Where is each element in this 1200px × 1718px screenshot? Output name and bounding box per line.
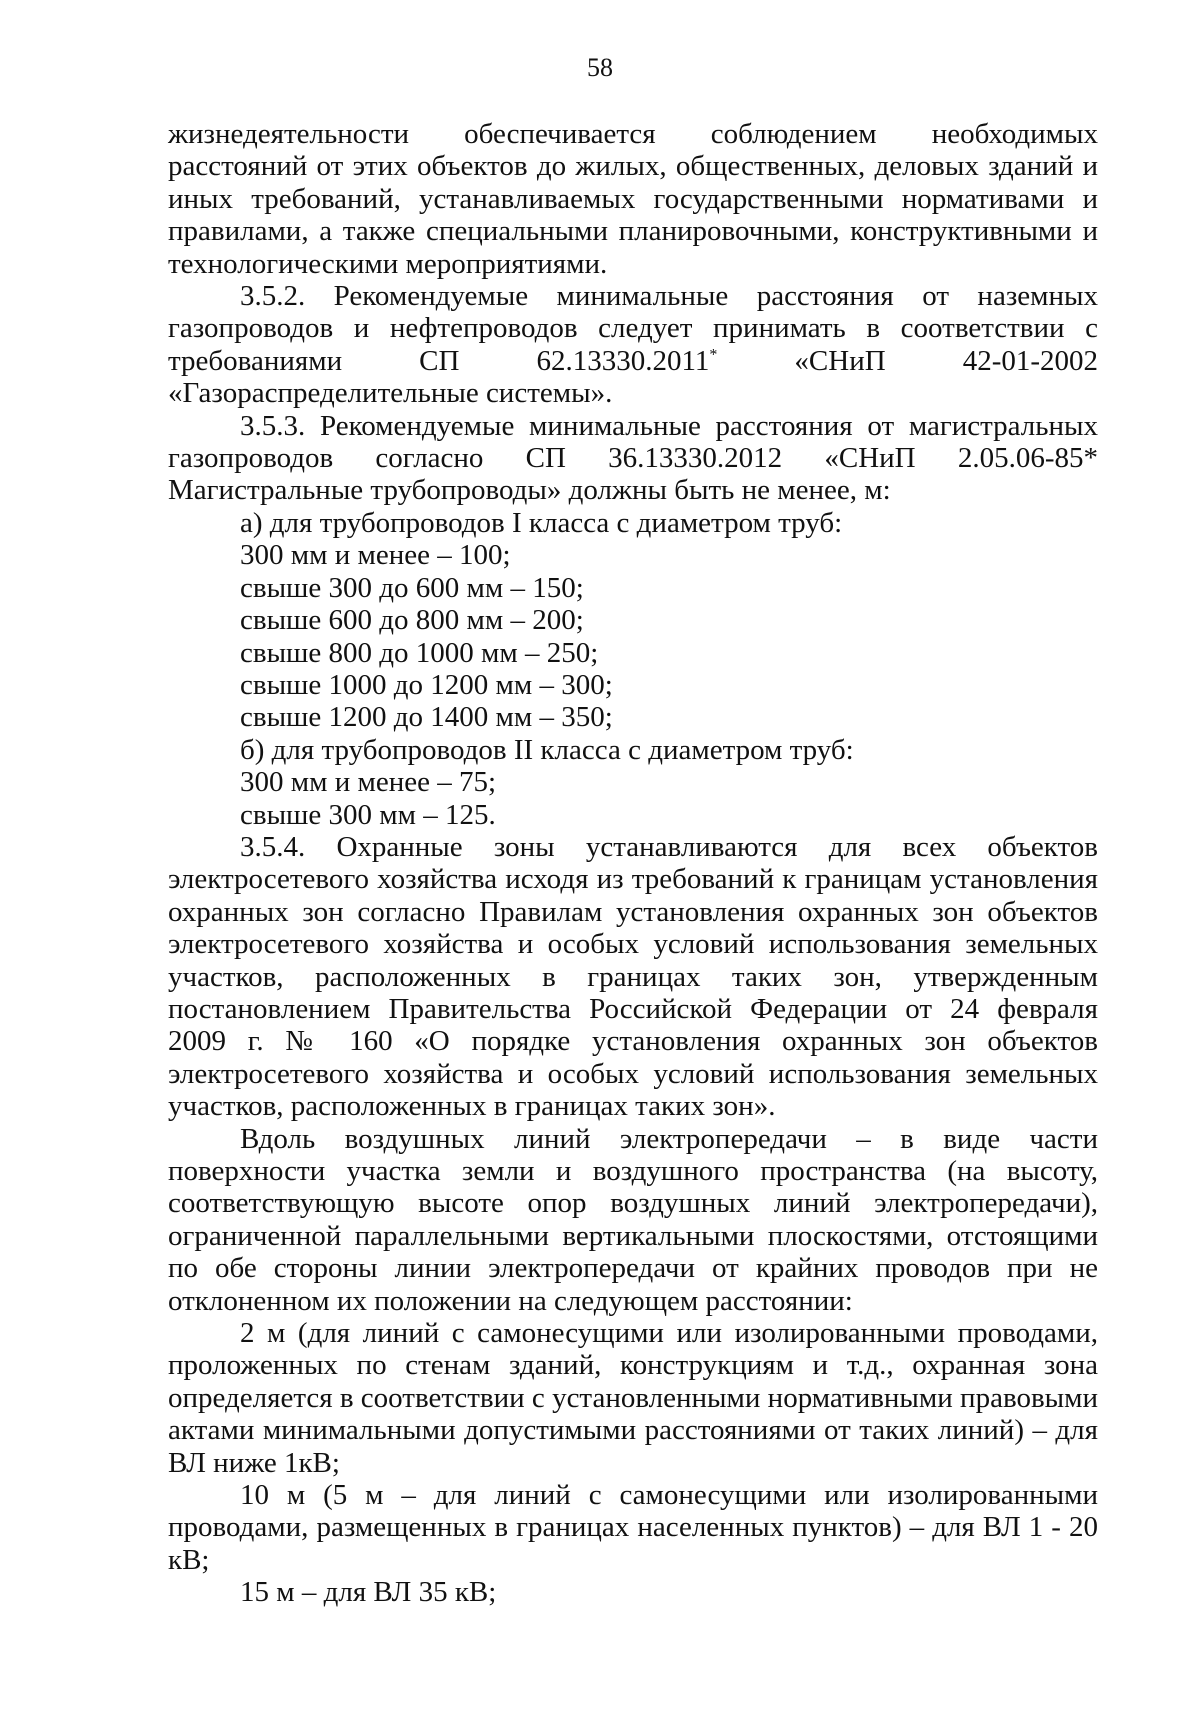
list-item: свыше 1200 до 1400 мм – 350; [240,701,613,734]
paragraph-power-lines: Вдоль воздушных линий электропередачи – в виде части поверхности участка земли и воздушного пространства (на высоту, соответствующую высоте опор воздушных линий электропередачи), ограниченной параллельными вертикальными плоскостями, отстоящими по обе стороны линии электропередачи от крайних проводов при не отклоненном их положении на следующем расстоянии: [168,1122,1098,1317]
list-item: свыше 800 до 1000 мм – 250; [240,636,599,669]
list-item: свыше 600 до 800 мм – 200; [240,604,584,637]
paragraph-15m: 15 м – для ВЛ 35 кВ; [240,1576,497,1609]
footnote-asterisk: * [709,346,718,364]
document-body [168,118,1098,1609]
list-item: 300 мм и менее – 100; [240,539,511,572]
class-1-distance-list [168,507,1098,734]
paragraph-3-5-2-text-b: «СНиП 42-01-2002 «Газораспределительные системы». [168,344,1099,410]
paragraph-3-5-4: 3.5.4. Охранные зоны устанавливаются для всех объектов электросетевого хозяйства исходя из требований к границам установления охранных зон согласно Правилам установления охранных зон объектов электросетевого хозяйства и особых условий использования земельных участков, расположенных в границах таких зон, утвержденным постановлением Правительства Российской Федерации от 24 февраля 2009 г. № 160 «О порядке установления охранных зон объектов электросетевого хозяйства и особых условий использования земельных участков, расположенных в границах таких зон». [168,830,1098,1123]
list-item: свыше 300 мм – 125. [240,798,496,831]
paragraph-2m: 2 м (для линий с самонесущими или изолированными проводами, проложенных по стенам зданий, конструкциям и т.д., охранная зона определяется в соответствии с установленными нормативными правовыми актами минимальными допустимыми расстояниями от таких линий) – для ВЛ ниже 1кВ; [168,1317,1098,1479]
paragraph-3-5-2-text-a: 3.5.2. Рекомендуемые минимальные расстояния от наземных газопроводов и нефтепроводов следует принимать в соответствии с требованиями СП 62.13330.2011 [168,280,1098,377]
list-item: свыше 300 до 600 мм – 150; [240,571,584,604]
list-item: свыше 1000 до 1200 мм – 300; [240,668,613,701]
paragraph-3-5-2 [168,280,1098,410]
paragraph-3-5-3: 3.5.3. Рекомендуемые минимальные расстояния от магистральных газопроводов согласно СП 36.13330.2012 «СНиП 2.05.06-85* Магистральные трубопроводы» должны быть не менее, м: [168,409,1098,507]
list-item: 300 мм и менее – 75; [240,766,497,799]
class-2-distance-list [168,734,1098,831]
paragraph-10m: 10 м (5 м – для линий с самонесущими или изолированными проводами, размещенных в границах населенных пунктов) – для ВЛ 1 - 20 кВ; [168,1479,1098,1576]
list-item: а) для трубопроводов I класса с диаметром труб: [240,506,843,539]
page-number: 58 [587,53,613,82]
list-item: б) для трубопроводов II класса с диаметром труб: [240,733,854,766]
paragraph-continuation: жизнедеятельности обеспечивается соблюдением необходимых расстояний от этих объектов до жилых, общественных, деловых зданий и иных требований, устанавливаемых государственными нормативами и правилами, а также специальными планировочными, конструктивными и технологическими мероприятиями. [168,118,1098,280]
